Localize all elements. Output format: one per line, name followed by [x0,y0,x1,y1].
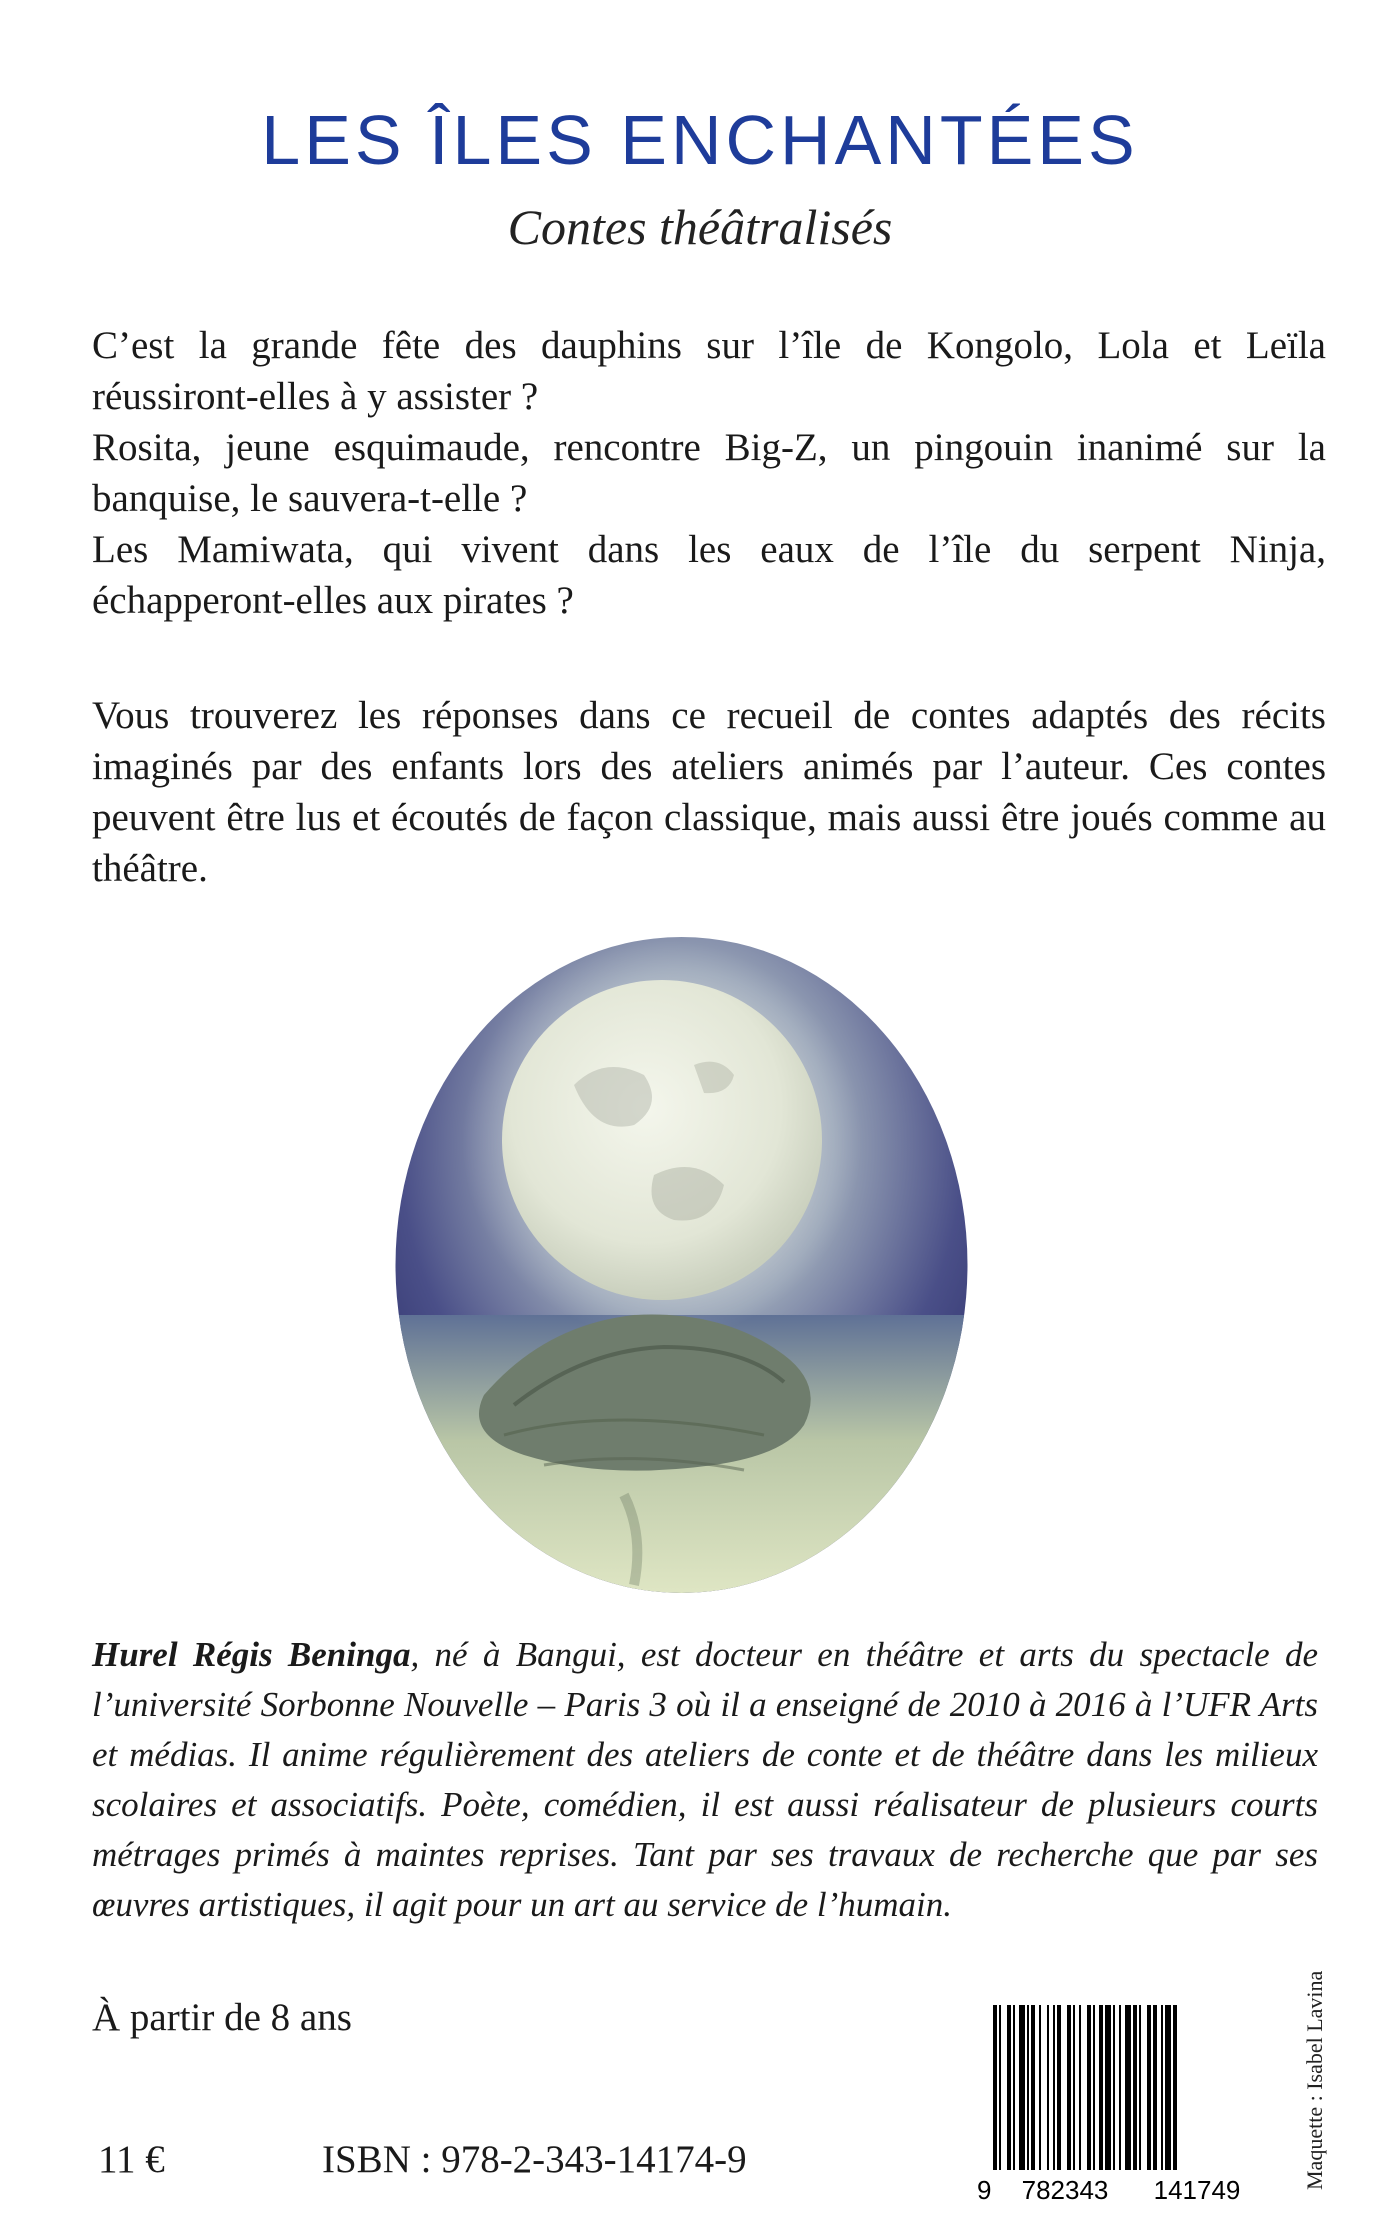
barcode-digits-group-1: 782343 [1021,2175,1109,2205]
blurb-line-3: Les Mamiwata, qui vivent dans les eaux de l’île du serpent Ninja, échapperont-elles aux pirates ? [92,528,1326,622]
barcode-digit-lead: 9 [977,2175,992,2205]
design-credit: Maquette : Isabel Lavina [1302,1970,1327,2190]
blurb-paragraph-2: Vous trouverez les réponses dans ce recueil de contes adaptés des récits imaginés par des enfants lors des ateliers animés par l’auteur. Ces contes peuvent être lus et écoutés de façon classique, mais aussi être joués comme au théâtre. [92,694,1326,890]
barcode-digits-group-2: 141749 [1153,2175,1241,2205]
barcode-bars [993,2005,1177,2170]
author-name: Hurel Régis Beninga [92,1635,411,1674]
blurb-questions [92,320,1326,626]
cover-illustration [394,935,969,1595]
author-bio [92,1630,1318,1930]
age-range: À partir de 8 ans [92,1996,352,2039]
author-bio-text: , né à Bangui, est docteur en théâtre et arts du spectacle de l’université Sorbonne Nouvelle – Paris 3 où il a enseigné de 2010 à 2016 à l’UFR Arts et médias. Il anime régulièrement des ateliers de conte et de théâtre dans les milieux scolaires et associatifs. Poète, comédien, il est aussi réalisateur de plusieurs courts métrages primés à maintes reprises. Tant par ses travaux de recherche que par ses œuvres artistiques, il agit pour un art au service de l’humain. [92,1635,1319,1924]
book-subtitle: Contes théâtralisés [507,199,893,255]
isbn: ISBN : 978-2-343-14174-9 [322,2138,747,2181]
book-title: LES ÎLES ENCHANTÉES [261,101,1139,179]
blurb-line-2: Rosita, jeune esquimaude, rencontre Big-Z, un pingouin inanimé sur la banquise, le sauvera-t-elle ? [92,426,1326,520]
blurb-line-1: C’est la grande fête des dauphins sur l’île de Kongolo, Lola et Leïla réussiront-elles à y assister ? [92,324,1326,418]
barcode [975,2005,1278,2205]
price: 11 € [98,2138,165,2181]
blurb-description [92,690,1326,894]
